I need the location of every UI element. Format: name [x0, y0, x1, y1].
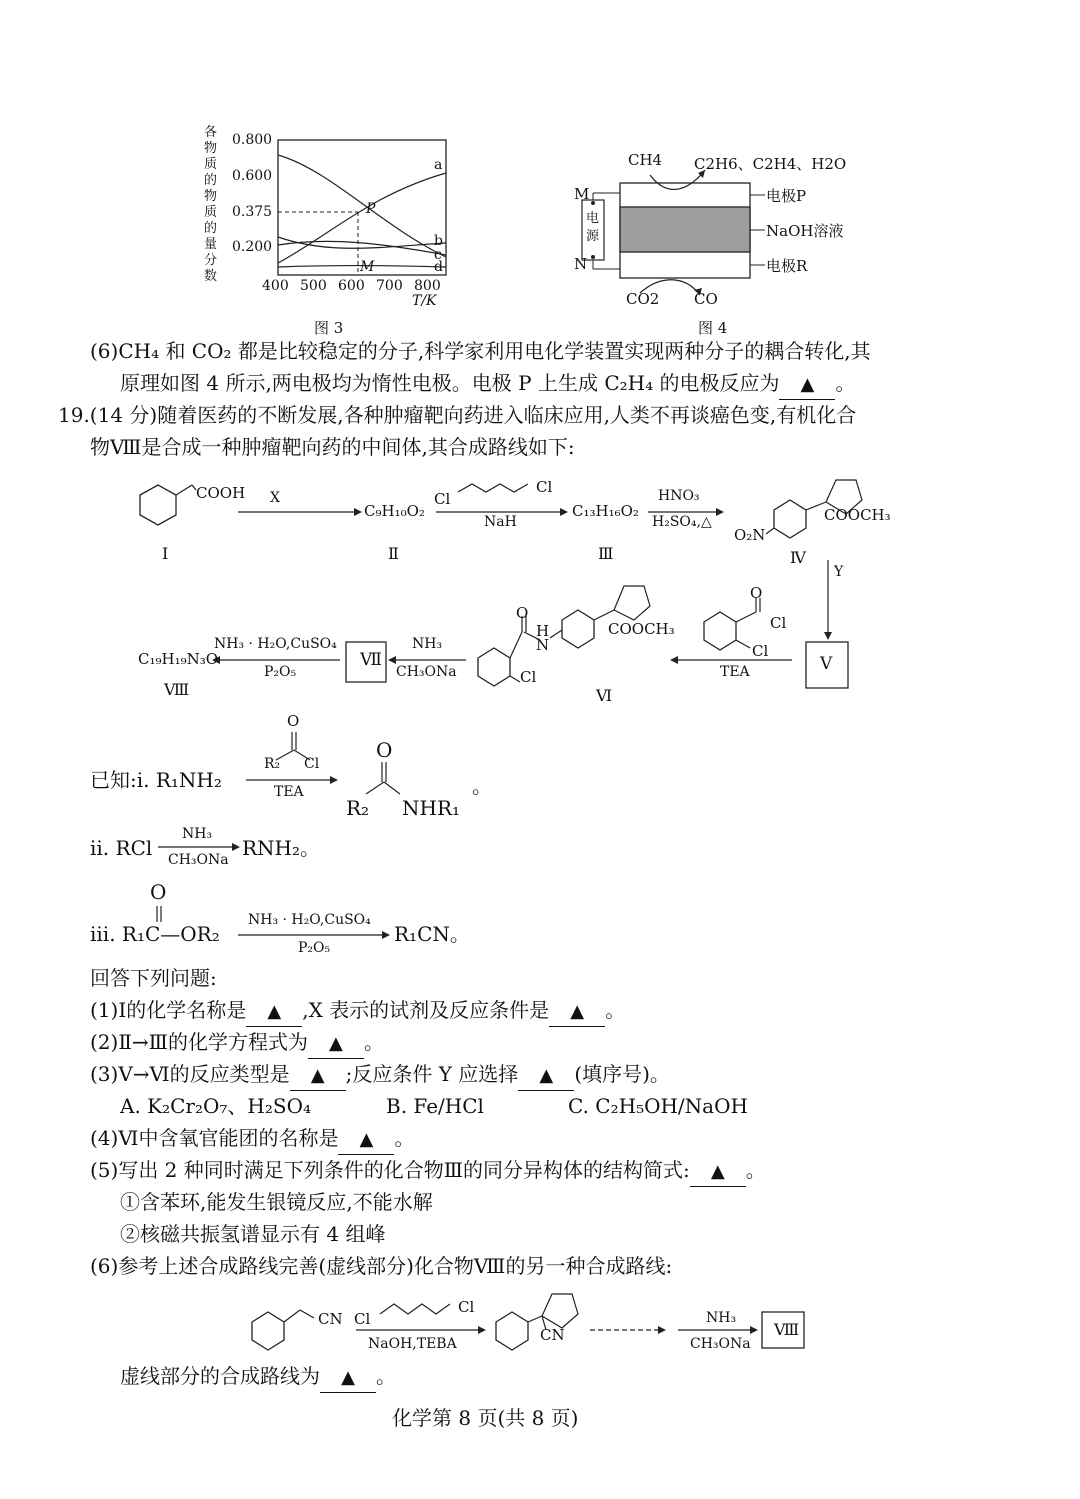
- fig4-power: 电源: [586, 211, 600, 244]
- route-VI-Cl: Cl: [520, 668, 537, 686]
- q2-blank[interactable]: [308, 1028, 364, 1059]
- route-VI-N: N: [536, 636, 550, 654]
- fig4-bottom-out: CO: [694, 290, 718, 308]
- known-iii-prefix: ⅲ. R₁C—OR₂: [90, 922, 220, 946]
- q4-end: 。: [394, 1126, 415, 1150]
- label-IV: Ⅳ: [790, 548, 806, 567]
- q3-option-c: C. C₂H₅OH/NaOH: [568, 1094, 748, 1118]
- q19-line1: 19.(14 分)随着医药的不断发展,各种肿瘤靶向药进入临床应用,人类不再谈癌色变,有机化合: [58, 403, 857, 427]
- q6-end: 。: [376, 1364, 396, 1388]
- q6a-line2: [120, 369, 855, 400]
- q4-blank[interactable]: [338, 1124, 394, 1155]
- route-cl-right: Cl: [536, 478, 553, 496]
- known-prod-nhr1: NHR₁: [402, 796, 461, 820]
- known-end: 。: [472, 774, 492, 798]
- q6-nh3: NH₃: [706, 1310, 737, 1326]
- route-NH3: NH₃: [412, 636, 443, 652]
- known-tea: TEA: [274, 784, 304, 800]
- q6a-line1: (6)CH₄ 和 CO₂ 都是比较稳定的分子,科学家利用电化学装置实现两种分子的耦合转化,其: [90, 339, 871, 363]
- triangle-icon: ▲: [310, 1065, 325, 1086]
- q1-end: 。: [605, 998, 626, 1022]
- known-prefix: 已知:ⅰ. R₁NH₂: [90, 768, 222, 792]
- q3-option-b: B. Fe/HCl: [386, 1094, 484, 1118]
- fig3-ylabel: 各物质的物质的量分数: [204, 125, 218, 284]
- q1-text-a: (1)Ⅰ的化学名称是: [90, 998, 247, 1022]
- figure-4: [570, 145, 870, 345]
- q5-condition-1: ①含苯环,能发生银镜反应,不能水解: [120, 1190, 433, 1214]
- q1-text-b: ,X 表示的试剂及反应条件是: [302, 998, 550, 1022]
- q6-cl1: Cl: [354, 1310, 371, 1328]
- q5-blank[interactable]: [690, 1156, 746, 1187]
- q6a-blank[interactable]: [779, 369, 835, 400]
- triangle-icon: ▲: [570, 1001, 585, 1022]
- fig4-left-n: N: [574, 255, 588, 273]
- fig3-xtick-3: 700: [376, 278, 403, 294]
- q5: [90, 1156, 766, 1187]
- triangle-icon: ▲: [710, 1161, 725, 1182]
- q2-text: (2)Ⅱ→Ⅲ的化学方程式为: [90, 1030, 308, 1054]
- route-VIII: C₁₉H₁₉N₃O: [138, 650, 219, 668]
- fig3-point-p: P: [366, 201, 376, 217]
- known-ii-top: NH₃: [182, 826, 213, 842]
- q19-line2: 物Ⅷ是合成一种肿瘤靶向药的中间体,其合成路线如下:: [90, 435, 575, 459]
- triangle-icon: ▲: [329, 1033, 343, 1054]
- q2: [90, 1028, 384, 1059]
- figure-3-plot: [200, 115, 470, 345]
- q6-blank[interactable]: [320, 1362, 376, 1393]
- known-structures: [0, 710, 1080, 950]
- label-VIII: Ⅷ: [164, 680, 190, 699]
- q5-end: 。: [745, 1158, 766, 1182]
- q6-cn: CN: [318, 1310, 343, 1328]
- fig3-ytick-0: 0.800: [232, 132, 273, 148]
- fig4-electrode-p: 电极P: [766, 187, 807, 205]
- triangle-icon: ▲: [539, 1065, 554, 1086]
- fig3-xtick-1: 500: [300, 278, 327, 294]
- fig4-solution: NaOH溶液: [766, 222, 844, 240]
- figure-4-cell: [570, 145, 870, 345]
- q1-blank-2[interactable]: [549, 996, 605, 1027]
- fig3-ytick-3: 0.200: [232, 239, 273, 255]
- known-iii-bottom: P₂O₅: [298, 940, 331, 956]
- route-structures: [0, 470, 1080, 710]
- route-VII: Ⅶ: [360, 650, 382, 670]
- known-r2: R₂: [264, 756, 281, 772]
- label-I: Ⅰ: [162, 544, 169, 563]
- triangle-icon: ▲: [267, 1001, 282, 1022]
- route-O2N: O₂N: [734, 526, 766, 544]
- fig3-ytick-2: 0.375: [232, 204, 273, 220]
- route-II: C₉H₁₀O₂: [364, 502, 425, 520]
- q3-end: (填序号)。: [574, 1062, 670, 1086]
- q6-viii: Ⅷ: [774, 1320, 800, 1339]
- known-ii-prefix: ⅱ. RCl: [90, 836, 153, 860]
- curve-a: [278, 173, 446, 263]
- q1-blank-1[interactable]: [246, 996, 302, 1027]
- q4: [90, 1124, 414, 1155]
- route-COOCH3-IV: COOCH₃: [824, 506, 891, 524]
- fig4-top-in: CH4: [628, 151, 663, 169]
- fig3-xtick-2: 600: [338, 278, 365, 294]
- page-footer: 化学第 8 页(共 8 页): [392, 1406, 579, 1430]
- route-COOCH3-VI: COOCH₃: [608, 620, 675, 638]
- q3-text-b: ;反应条件 Y 应选择: [345, 1062, 519, 1086]
- q6-cl2: Cl: [458, 1298, 475, 1316]
- triangle-icon: ▲: [359, 1129, 374, 1150]
- route-Y: Y: [834, 564, 844, 580]
- route-ortho-Cl: Cl: [752, 642, 769, 660]
- known-ii-bottom: CH₃ONa: [168, 852, 229, 868]
- q5-text: (5)写出 2 种同时满足下列条件的化合物Ⅲ的同分异构体的结构简式:: [90, 1158, 690, 1182]
- fig3-point-m: M: [360, 259, 375, 275]
- fig4-left-m: M: [574, 185, 590, 203]
- q6-ch3ona: CH₃ONa: [690, 1336, 751, 1352]
- fig3-xtick-0: 400: [262, 278, 289, 294]
- route-X: X: [270, 490, 280, 506]
- route-cl-left: Cl: [434, 490, 451, 508]
- route-CH3ONa: CH₃ONa: [396, 664, 457, 680]
- answers-intro: 回答下列问题:: [90, 966, 217, 990]
- q3-blank-2[interactable]: [518, 1060, 574, 1091]
- route-TEA: TEA: [720, 664, 750, 680]
- route-III: C₁₃H₁₆O₂: [572, 502, 639, 520]
- route-H2SO4: H₂SO₄,△: [652, 514, 712, 530]
- route-reag-top: NH₃ · H₂O,CuSO₄: [214, 636, 337, 652]
- route-I-group: COOH: [196, 484, 246, 502]
- q6-cn2: CN: [540, 1326, 565, 1344]
- known-iii-o: O: [150, 880, 167, 904]
- known-prod-o: O: [376, 738, 393, 762]
- figure-3: [200, 115, 470, 345]
- triangle-icon: ▲: [341, 1367, 355, 1388]
- fig4-top-out: C2H6、C2H4、H2O: [694, 155, 847, 173]
- q3-option-a: A. K₂Cr₂O₇、H₂SO₄: [120, 1094, 311, 1118]
- q6-answer-text: 虚线部分的合成路线为: [120, 1364, 320, 1388]
- label-VI: Ⅵ: [596, 686, 613, 705]
- q6-cond: NaOH,TEBA: [368, 1336, 457, 1352]
- fig4-bottom-in: CO2: [626, 290, 660, 308]
- q5-condition-2: ②核磁共振氢谱显示有 4 组峰: [120, 1222, 386, 1246]
- route-HNO3: HNO₃: [658, 488, 700, 504]
- fig4-caption: 图 4: [698, 319, 728, 337]
- fig3-curve-b: b: [434, 233, 443, 249]
- fig3-xtick-4: 800: [414, 278, 441, 294]
- route-COCl-O: O: [750, 584, 763, 602]
- known-o: O: [287, 712, 300, 730]
- route-V: Ⅴ: [820, 654, 833, 674]
- q6-answer: [120, 1362, 396, 1393]
- known-prod-r2: R₂: [346, 796, 370, 820]
- known-iii-product: R₁CN。: [394, 922, 470, 946]
- fig3-caption: 图 3: [314, 319, 344, 337]
- q3-text-a: (3)Ⅴ→Ⅵ的反应类型是: [90, 1062, 290, 1086]
- known-cl: Cl: [304, 756, 320, 772]
- label-III: Ⅲ: [598, 544, 614, 563]
- q3-blank-1[interactable]: [290, 1060, 346, 1091]
- label-II: Ⅱ: [388, 544, 399, 563]
- route-COCl-Cl: Cl: [770, 614, 787, 632]
- q4-text: (4)Ⅵ中含氧官能团的名称是: [90, 1126, 339, 1150]
- fig3-xlabel: T/K: [412, 293, 437, 309]
- known-ii-product: RNH₂。: [242, 836, 321, 860]
- q6: (6)参考上述合成路线完善(虚线部分)化合物Ⅷ的另一种合成路线:: [90, 1254, 673, 1278]
- triangle-icon: ▲: [800, 374, 815, 395]
- fig3-ytick-1: 0.600: [232, 168, 273, 184]
- known-iii-top: NH₃ · H₂O,CuSO₄: [248, 912, 371, 928]
- route-VI-H: H: [536, 622, 550, 640]
- fig4-electrode-r: 电极R: [766, 257, 808, 275]
- q3: [90, 1060, 670, 1091]
- fig3-curve-a: a: [434, 157, 443, 173]
- q2-end: 。: [363, 1030, 384, 1054]
- route-P2O5: P₂O₅: [264, 664, 297, 680]
- fig3-curve-c: c: [434, 247, 442, 263]
- fig3-curve-d: d: [434, 259, 443, 275]
- route-NaH: NaH: [484, 514, 517, 530]
- q1: [90, 996, 625, 1027]
- q6a-line2-text: 原理如图 4 所示,两电极均为惰性电极。电极 P 上生成 C₂H₄ 的电极反应为: [120, 371, 780, 395]
- route-VI-O: O: [516, 604, 529, 622]
- q6a-end: 。: [835, 371, 856, 395]
